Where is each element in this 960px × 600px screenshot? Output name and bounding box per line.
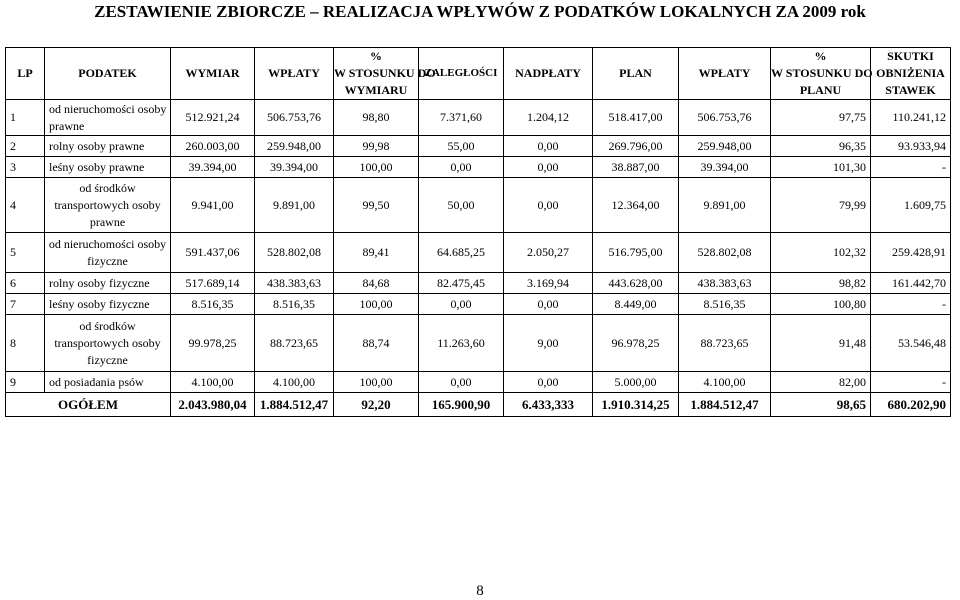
row-podatek: leśny osoby fizyczne (45, 294, 171, 315)
row-lp: 3 (6, 157, 45, 178)
table-row (6, 315, 951, 372)
table-row (6, 294, 951, 315)
row-podatek: leśny osoby prawne (45, 157, 171, 178)
col-podatek: PODATEK (45, 48, 171, 100)
cell-wplaty2: 8.516,35 (679, 294, 771, 315)
cell-skutki: 110.241,12 (871, 100, 951, 136)
row-lp: 1 (6, 100, 45, 136)
col-pct-wymiaru: % W STOSUNKU DO WYMIARU (334, 48, 419, 100)
cell-skutki: - (871, 372, 951, 393)
cell-skutki: - (871, 157, 951, 178)
cell-pct-wymiaru: 84,68 (334, 273, 419, 294)
col-plan: PLAN (593, 48, 679, 100)
cell-wplaty2: 39.394,00 (679, 157, 771, 178)
cell-pct-wymiaru: 100,00 (334, 294, 419, 315)
cell-zaleglosci: 50,00 (419, 178, 504, 233)
cell-plan: 12.364,00 (593, 178, 679, 233)
row-podatek: od nieruchomości osoby fizyczne (45, 233, 171, 273)
total-pct-planu: 98,65 (771, 393, 871, 417)
page-number: 8 (476, 583, 484, 599)
col-wplaty-2: WPŁATY (679, 48, 771, 100)
row-podatek: od posiadania psów (45, 372, 171, 393)
row-lp: 6 (6, 273, 45, 294)
cell-wymiar: 99.978,25 (171, 315, 255, 372)
cell-zaleglosci: 64.685,25 (419, 233, 504, 273)
cell-wplaty1: 88.723,65 (255, 315, 334, 372)
cell-wplaty2: 259.948,00 (679, 136, 771, 157)
total-zaleglosci: 165.900,90 (419, 393, 504, 417)
cell-wplaty2: 9.891,00 (679, 178, 771, 233)
cell-pct-planu: 79,99 (771, 178, 871, 233)
cell-wplaty1: 9.891,00 (255, 178, 334, 233)
cell-nadplaty: 2.050,27 (504, 233, 593, 273)
cell-skutki: - (871, 294, 951, 315)
cell-pct-wymiaru: 98,80 (334, 100, 419, 136)
col-skutki: SKUTKI OBNIŻENIA STAWEK (871, 48, 951, 100)
cell-skutki: 93.933,94 (871, 136, 951, 157)
cell-nadplaty: 3.169,94 (504, 273, 593, 294)
cell-wplaty1: 528.802,08 (255, 233, 334, 273)
cell-zaleglosci: 0,00 (419, 294, 504, 315)
cell-plan: 8.449,00 (593, 294, 679, 315)
cell-zaleglosci: 7.371,60 (419, 100, 504, 136)
cell-pct-planu: 82,00 (771, 372, 871, 393)
cell-wplaty1: 4.100,00 (255, 372, 334, 393)
cell-plan: 96.978,25 (593, 315, 679, 372)
page-title: ZESTAWIENIE ZBIORCZE – REALIZACJA WPŁYWÓW Z PODATKÓW LOKALNYCH ZA 2009 rok (94, 2, 866, 21)
table-row (6, 372, 951, 393)
row-lp: 4 (6, 178, 45, 233)
row-podatek: od nieruchomości osoby prawne (45, 100, 171, 136)
col-lp: LP (6, 48, 45, 100)
cell-wymiar: 512.921,24 (171, 100, 255, 136)
cell-nadplaty: 0,00 (504, 372, 593, 393)
col-pct-planu: % W STOSUNKU DO PLANU (771, 48, 871, 100)
cell-wymiar: 591.437,06 (171, 233, 255, 273)
cell-wymiar: 517.689,14 (171, 273, 255, 294)
cell-pct-wymiaru: 99,98 (334, 136, 419, 157)
cell-skutki: 259.428,91 (871, 233, 951, 273)
col-wymiar: WYMIAR (171, 48, 255, 100)
row-lp: 8 (6, 315, 45, 372)
cell-zaleglosci: 11.263,60 (419, 315, 504, 372)
row-podatek: od środków transportowych osoby fizyczne (45, 315, 171, 372)
summary-table (5, 47, 951, 417)
cell-plan: 5.000,00 (593, 372, 679, 393)
cell-pct-wymiaru: 100,00 (334, 372, 419, 393)
cell-pct-planu: 97,75 (771, 100, 871, 136)
cell-wplaty2: 528.802,08 (679, 233, 771, 273)
row-lp: 7 (6, 294, 45, 315)
cell-zaleglosci: 55,00 (419, 136, 504, 157)
cell-wymiar: 8.516,35 (171, 294, 255, 315)
cell-pct-wymiaru: 88,74 (334, 315, 419, 372)
cell-wplaty1: 39.394,00 (255, 157, 334, 178)
table-row (6, 273, 951, 294)
cell-nadplaty: 0,00 (504, 157, 593, 178)
cell-pct-planu: 102,32 (771, 233, 871, 273)
total-wplaty2: 1.884.512,47 (679, 393, 771, 417)
table-row (6, 157, 951, 178)
total-plan: 1.910.314,25 (593, 393, 679, 417)
cell-wplaty1: 438.383,63 (255, 273, 334, 294)
cell-nadplaty: 0,00 (504, 136, 593, 157)
total-wplaty1: 1.884.512,47 (255, 393, 334, 417)
cell-skutki: 53.546,48 (871, 315, 951, 372)
cell-pct-planu: 98,82 (771, 273, 871, 294)
table-row (6, 100, 951, 136)
cell-wplaty2: 88.723,65 (679, 315, 771, 372)
col-zaleglosci: ZALEGŁOŚCI (419, 48, 504, 100)
col-nadplaty: NADPŁATY (504, 48, 593, 100)
cell-wymiar: 9.941,00 (171, 178, 255, 233)
row-lp: 5 (6, 233, 45, 273)
row-podatek: rolny osoby fizyczne (45, 273, 171, 294)
cell-pct-planu: 101,30 (771, 157, 871, 178)
cell-pct-wymiaru: 100,00 (334, 157, 419, 178)
cell-wplaty1: 8.516,35 (255, 294, 334, 315)
cell-wplaty2: 4.100,00 (679, 372, 771, 393)
cell-pct-wymiaru: 99,50 (334, 178, 419, 233)
table-row (6, 136, 951, 157)
cell-plan: 443.628,00 (593, 273, 679, 294)
cell-nadplaty: 9,00 (504, 315, 593, 372)
cell-plan: 516.795,00 (593, 233, 679, 273)
cell-pct-planu: 96,35 (771, 136, 871, 157)
cell-wplaty2: 438.383,63 (679, 273, 771, 294)
total-row (6, 393, 951, 417)
cell-pct-wymiaru: 89,41 (334, 233, 419, 273)
total-nadplaty: 6.433,333 (504, 393, 593, 417)
row-podatek: rolny osoby prawne (45, 136, 171, 157)
total-skutki: 680.202,90 (871, 393, 951, 417)
cell-pct-planu: 100,80 (771, 294, 871, 315)
cell-skutki: 161.442,70 (871, 273, 951, 294)
cell-zaleglosci: 82.475,45 (419, 273, 504, 294)
cell-skutki: 1.609,75 (871, 178, 951, 233)
row-podatek: od środków transportowych osoby prawne (45, 178, 171, 233)
col-wplaty: WPŁATY (255, 48, 334, 100)
cell-plan: 518.417,00 (593, 100, 679, 136)
cell-wymiar: 260.003,00 (171, 136, 255, 157)
total-pct-wymiaru: 92,20 (334, 393, 419, 417)
total-wymiar: 2.043.980,04 (171, 393, 255, 417)
cell-zaleglosci: 0,00 (419, 157, 504, 178)
cell-wplaty1: 506.753,76 (255, 100, 334, 136)
table-row (6, 233, 951, 273)
row-lp: 2 (6, 136, 45, 157)
cell-wymiar: 4.100,00 (171, 372, 255, 393)
total-label: OGÓŁEM (6, 393, 171, 417)
cell-plan: 269.796,00 (593, 136, 679, 157)
header-row (6, 48, 951, 100)
cell-wplaty2: 506.753,76 (679, 100, 771, 136)
cell-wymiar: 39.394,00 (171, 157, 255, 178)
cell-nadplaty: 0,00 (504, 294, 593, 315)
cell-wplaty1: 259.948,00 (255, 136, 334, 157)
cell-nadplaty: 1.204,12 (504, 100, 593, 136)
cell-nadplaty: 0,00 (504, 178, 593, 233)
row-lp: 9 (6, 372, 45, 393)
cell-pct-planu: 91,48 (771, 315, 871, 372)
table-row (6, 178, 951, 233)
cell-plan: 38.887,00 (593, 157, 679, 178)
cell-zaleglosci: 0,00 (419, 372, 504, 393)
